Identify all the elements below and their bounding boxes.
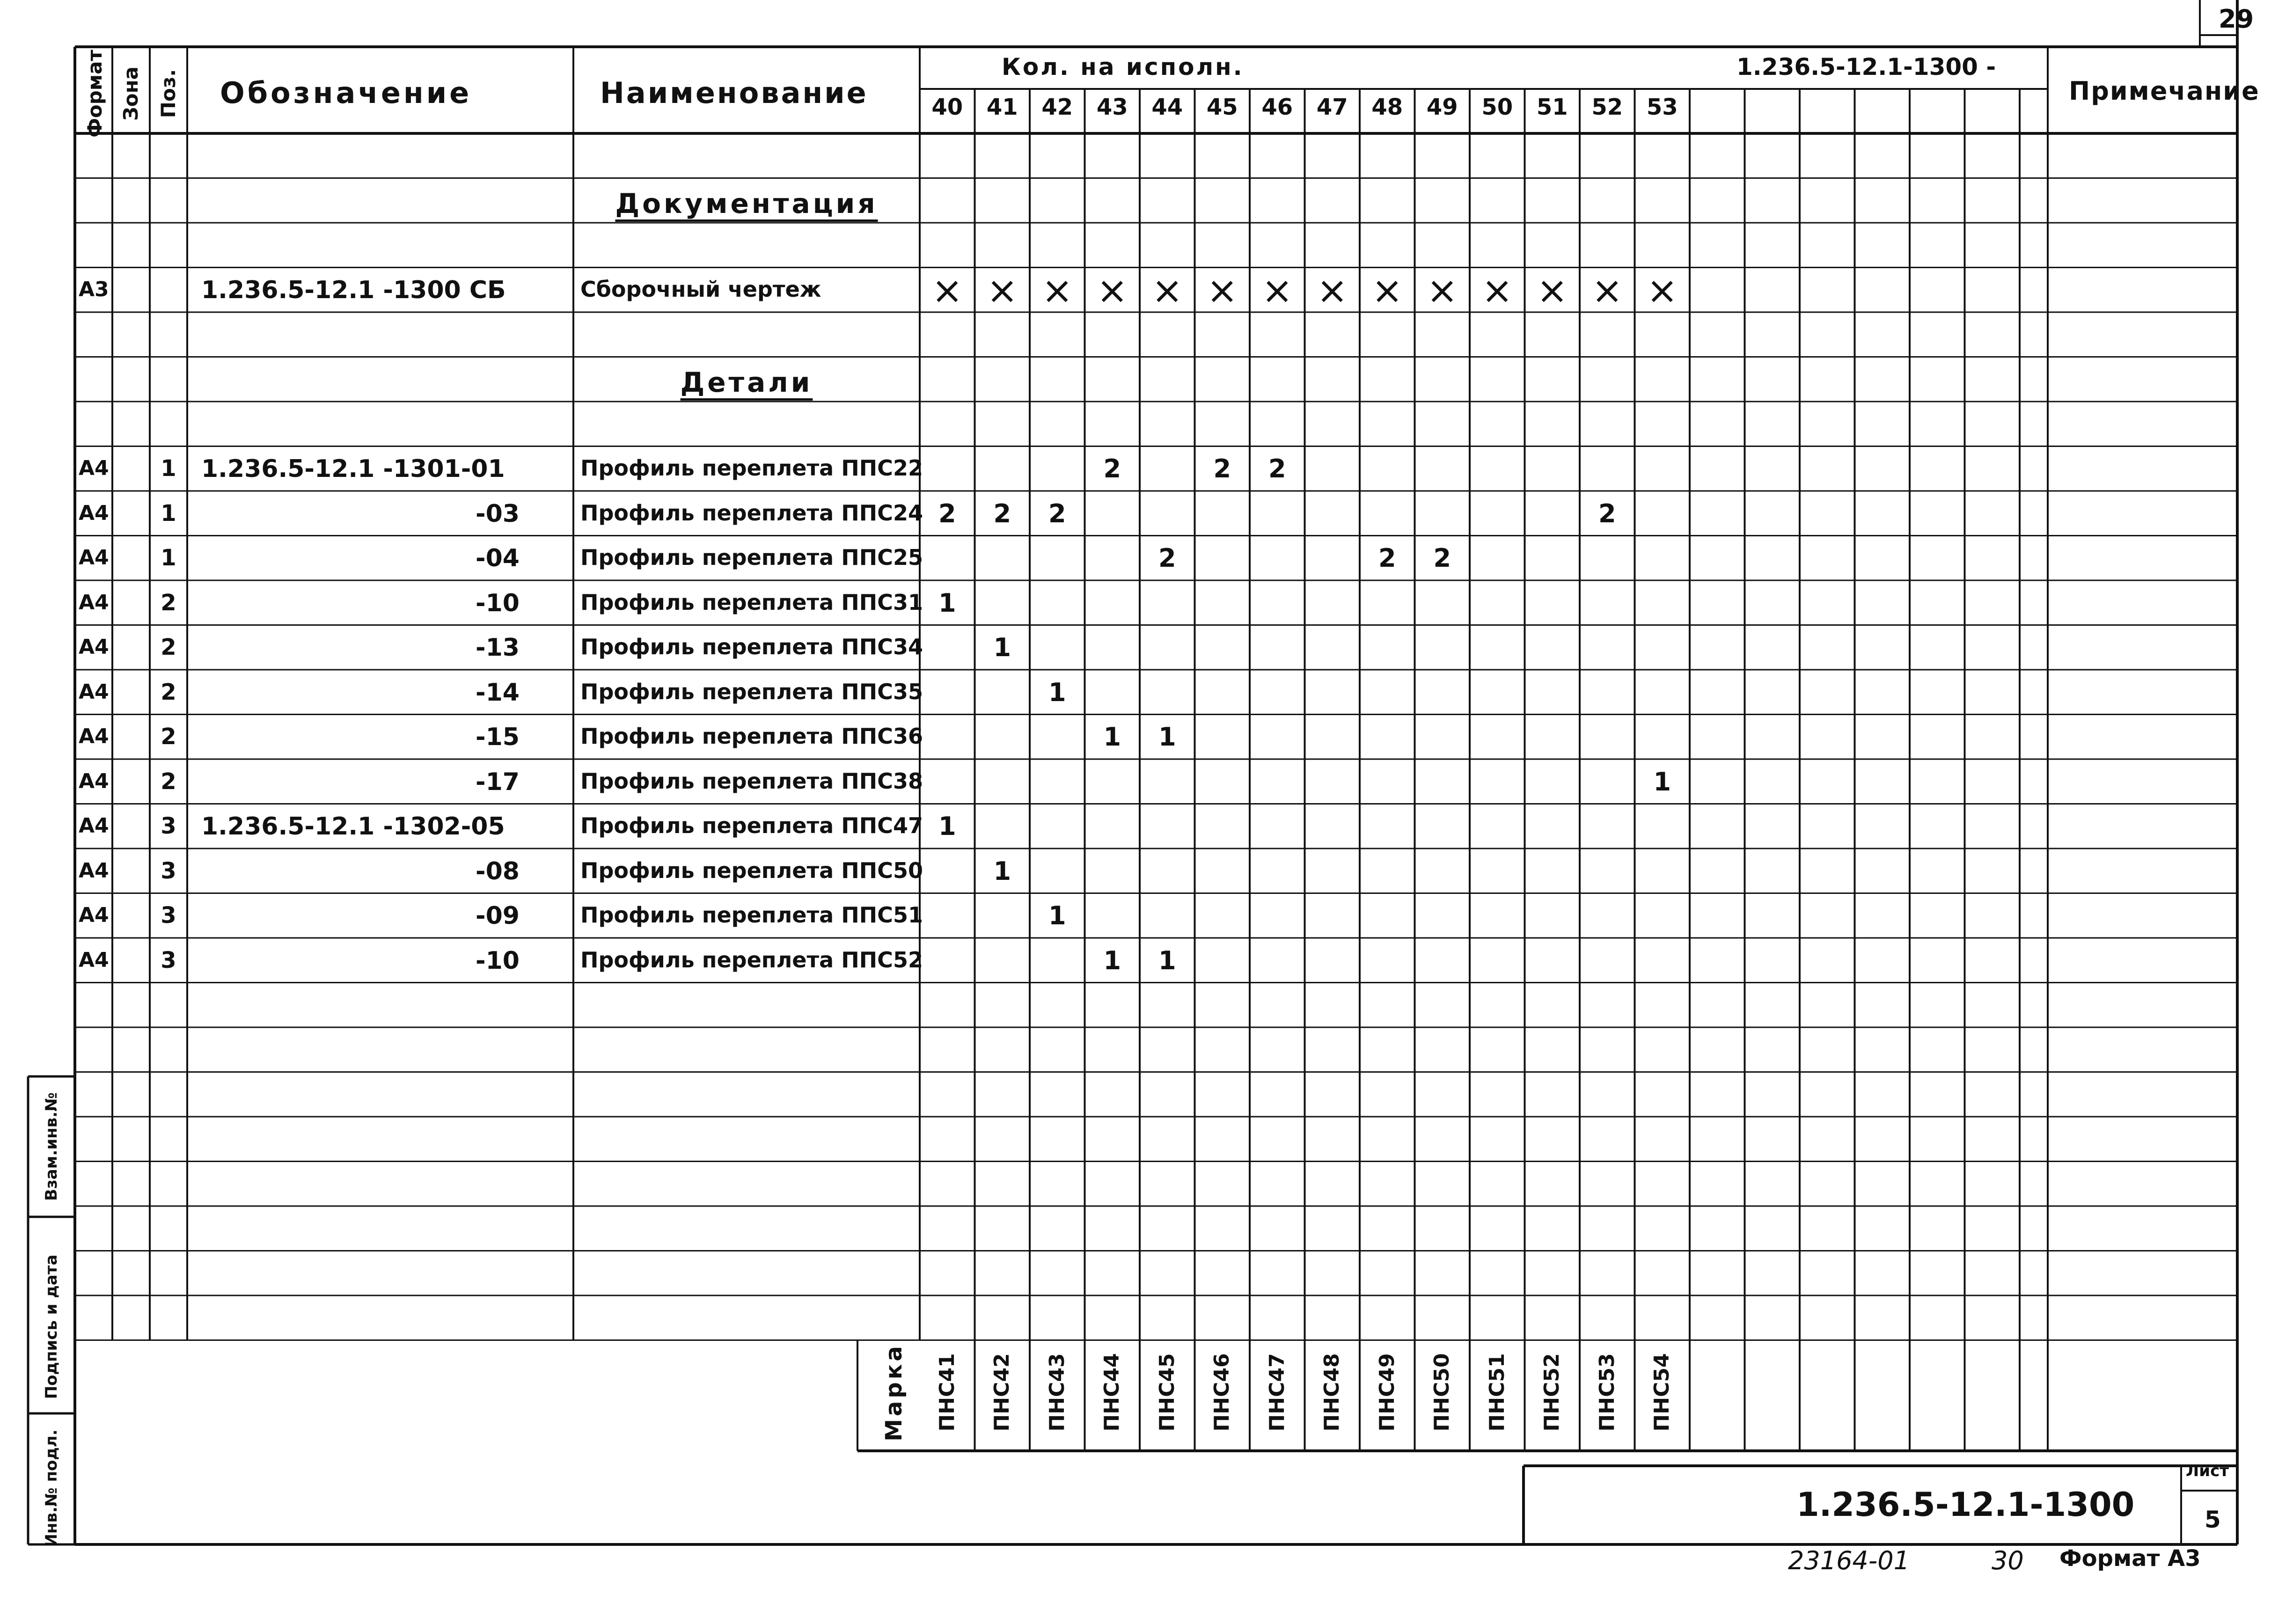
qty-column-header: 50 <box>1481 94 1513 120</box>
cell-qty: 1 <box>993 856 1011 886</box>
cell-format: А4 <box>79 456 109 481</box>
cell-format: А4 <box>79 680 109 704</box>
cell-pos: 3 <box>161 902 176 929</box>
header-name: Наименование <box>600 76 868 110</box>
qty-column-header: 40 <box>931 94 963 120</box>
cell-designation: -10 <box>476 946 520 975</box>
cell-designation: 1.236.5-12.1 -1300 СБ <box>201 276 506 305</box>
marka-value: ПНС41 <box>935 1353 959 1432</box>
cell-name: Профиль переплета ППС24 <box>580 500 923 526</box>
marka-value: ПНС51 <box>1485 1353 1509 1432</box>
header-format: Формат <box>83 50 106 138</box>
footer-format: Формат А3 <box>2059 1545 2201 1572</box>
marka-value: ПНС45 <box>1155 1353 1179 1432</box>
cell-pos: 3 <box>161 813 176 840</box>
cell-pos: 2 <box>161 589 176 616</box>
cell-pos: 1 <box>161 455 176 482</box>
cell-designation: -04 <box>476 544 520 573</box>
header-doc-ref: 1.236.5-12.1-1300 - <box>1736 53 1996 80</box>
cell-qty: 2 <box>1158 543 1176 573</box>
cell-pos: 2 <box>161 724 176 750</box>
qty-column-header: 45 <box>1206 94 1238 120</box>
cell-pos: 2 <box>161 634 176 661</box>
section-title: Документация <box>615 188 878 220</box>
cell-name: Профиль переплета ППС50 <box>580 857 923 883</box>
cell-qty: 1 <box>1103 945 1121 975</box>
stamp-inv-orig: Инв.№ подл. <box>42 1429 61 1547</box>
cell-name: Сборочный чертеж <box>580 277 821 302</box>
cell-qty: 1 <box>1158 722 1176 752</box>
cell-pos: 2 <box>161 679 176 705</box>
cell-designation: 1.236.5-12.1 -1302-05 <box>201 812 505 841</box>
header-zone: Зона <box>119 66 142 121</box>
qty-column-header: 47 <box>1316 94 1348 120</box>
stamp-sign-date: Подпись и дата <box>42 1254 61 1399</box>
cell-format: А4 <box>79 769 109 793</box>
cell-qty: × <box>1481 269 1513 313</box>
header-designation: Обозначение <box>220 76 472 110</box>
cell-designation: 1.236.5-12.1 -1301-01 <box>201 455 505 483</box>
cell-designation: -09 <box>476 902 520 930</box>
qty-column-header: 52 <box>1591 94 1623 120</box>
cell-name: Профиль переплета ППС31 <box>580 589 923 615</box>
cell-qty: × <box>1536 269 1568 313</box>
cell-name: Профиль переплета ППС51 <box>580 902 923 928</box>
cell-name: Профиль переплета ППС34 <box>580 634 923 660</box>
marka-value: ПНС49 <box>1375 1353 1399 1432</box>
cell-qty: × <box>1646 269 1678 313</box>
cell-qty: 2 <box>993 498 1011 528</box>
title-block-sheet-number: 5 <box>2205 1506 2221 1533</box>
qty-column-header: 51 <box>1536 94 1568 120</box>
marka-value: ПНС43 <box>1045 1353 1069 1432</box>
cell-designation: -10 <box>476 589 520 617</box>
qty-column-header: 43 <box>1096 94 1128 120</box>
cell-qty: × <box>1591 269 1623 313</box>
cell-format: А4 <box>79 635 109 659</box>
cell-format: А4 <box>79 814 109 838</box>
title-block-sheet-label: Лист <box>2186 1462 2229 1480</box>
cell-pos: 3 <box>161 947 176 973</box>
cell-qty: 2 <box>1378 543 1396 573</box>
cell-qty: 2 <box>938 498 956 528</box>
header-qty-title: Кол. на исполн. <box>1002 53 1244 80</box>
cell-qty: 1 <box>938 812 956 841</box>
cell-qty: × <box>1206 269 1238 313</box>
cell-format: А4 <box>79 590 109 614</box>
cell-qty: 1 <box>1653 767 1671 797</box>
cell-designation: -15 <box>476 723 520 752</box>
section-title: Детали <box>680 366 813 399</box>
marka-value: ПНС47 <box>1265 1353 1289 1432</box>
cell-qty: 1 <box>1158 945 1176 975</box>
cell-name: Профиль переплета ППС36 <box>580 724 923 749</box>
cell-qty: × <box>931 269 963 313</box>
cell-format: А4 <box>79 948 109 972</box>
marka-value: ПНС54 <box>1650 1353 1674 1432</box>
cell-designation: -13 <box>476 634 520 662</box>
title-block-designation: 1.236.5-12.1-1300 <box>1796 1485 2135 1524</box>
qty-column-header: 49 <box>1426 94 1458 120</box>
cell-qty: 2 <box>1433 543 1451 573</box>
cell-qty: × <box>1426 269 1458 313</box>
cell-qty: × <box>1316 269 1348 313</box>
marka-value: ПНС52 <box>1540 1353 1564 1432</box>
cell-designation: -17 <box>476 768 520 796</box>
cell-format: А4 <box>79 903 109 928</box>
cell-qty: × <box>986 269 1018 313</box>
cell-qty: 2 <box>1048 498 1066 528</box>
qty-column-header: 53 <box>1646 94 1678 120</box>
cell-qty: 1 <box>993 633 1011 663</box>
cell-designation: -14 <box>476 678 520 707</box>
cell-name: Профиль переплета ППС25 <box>580 545 923 571</box>
cell-pos: 3 <box>161 857 176 884</box>
cell-qty: 1 <box>1103 722 1121 752</box>
cell-format: А4 <box>79 501 109 525</box>
qty-column-header: 48 <box>1371 94 1403 120</box>
cell-qty: × <box>1041 269 1073 313</box>
cell-qty: 1 <box>1048 677 1066 707</box>
cell-qty: × <box>1096 269 1128 313</box>
cell-format: А3 <box>79 278 109 302</box>
marka-value: ПНС44 <box>1100 1353 1124 1432</box>
cell-format: А4 <box>79 546 109 570</box>
cell-qty: 2 <box>1598 498 1616 528</box>
header-note: Примечание <box>2069 76 2260 106</box>
marka-label: Марка <box>881 1343 907 1441</box>
cell-name: Профиль переплета ППС47 <box>580 813 923 839</box>
header-pos: Поз. <box>157 69 180 118</box>
marka-value: ПНС53 <box>1595 1353 1619 1432</box>
qty-column-header: 41 <box>986 94 1018 120</box>
footer-archive-number: 23164-01 <box>1788 1546 1910 1575</box>
marka-value: ПНС50 <box>1430 1353 1454 1432</box>
cell-name: Профиль переплета ППС38 <box>580 768 923 794</box>
cell-pos: 1 <box>161 500 176 527</box>
cell-format: А4 <box>79 724 109 749</box>
cell-format: А4 <box>79 858 109 883</box>
stamp-inv-dup: Взам.инв.№ <box>42 1092 61 1201</box>
cell-qty: × <box>1371 269 1403 313</box>
cell-qty: × <box>1151 269 1183 313</box>
cell-name: Профиль переплета ППС35 <box>580 679 923 704</box>
cell-designation: -08 <box>476 857 520 885</box>
sheet-corner-number: 29 <box>2219 4 2254 34</box>
cell-qty: 2 <box>1213 454 1231 484</box>
qty-column-header: 42 <box>1041 94 1073 120</box>
cell-qty: 2 <box>1103 454 1121 484</box>
cell-name: Профиль переплета ППС22 <box>580 455 923 481</box>
cell-qty: × <box>1261 269 1293 313</box>
qty-column-header: 46 <box>1261 94 1293 120</box>
marka-value: ПНС42 <box>990 1353 1014 1432</box>
cell-qty: 1 <box>938 588 956 618</box>
cell-qty: 2 <box>1268 454 1286 484</box>
cell-qty: 1 <box>1048 901 1066 931</box>
qty-column-header: 44 <box>1151 94 1183 120</box>
cell-designation: -03 <box>476 499 520 528</box>
marka-value: ПНС46 <box>1210 1353 1234 1432</box>
cell-pos: 1 <box>161 545 176 571</box>
cell-pos: 2 <box>161 768 176 795</box>
footer-page: 30 <box>1992 1546 2024 1575</box>
cell-name: Профиль переплета ППС52 <box>580 947 923 973</box>
marka-value: ПНС48 <box>1320 1353 1344 1432</box>
